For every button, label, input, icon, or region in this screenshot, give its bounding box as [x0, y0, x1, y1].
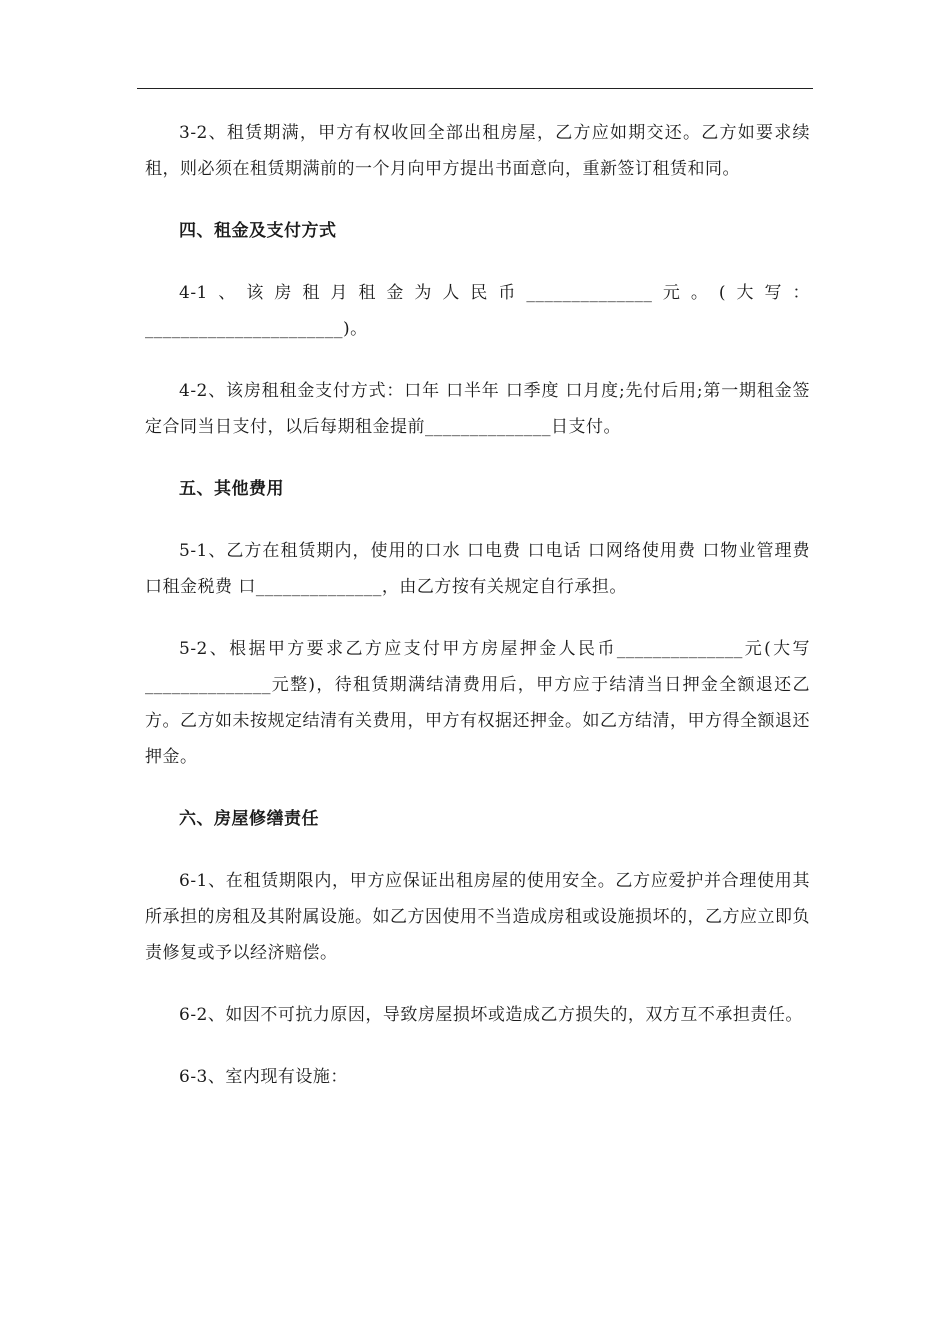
- header-rule: [137, 88, 813, 89]
- clause-3-2: 3-2、租赁期满，甲方有权收回全部出租房屋，乙方应如期交还。乙方如要求续租，则必须在租赁期满前的一个月向甲方提出书面意向，重新签订租赁和同。: [145, 123, 810, 179]
- section-5-heading: 五、其他费用: [179, 479, 284, 499]
- clause-5-1: 5-1、乙方在租赁期内，使用的口水 口电费 口电话 口网络使用费 口物业管理费 口租金税费 口______________，由乙方按有关规定自行承担。: [145, 541, 810, 597]
- clause-4-2: 4-2、该房租租金支付方式：口年 口半年 口季度 口月度;先付后用;第一期租金签定合同当日支付，以后每期租金提前______________日支付。: [145, 381, 810, 437]
- section-4-heading: 四、租金及支付方式: [179, 221, 337, 241]
- clause-6-1: 6-1、在租赁期限内，甲方应保证出租房屋的使用安全。乙方应爱护并合理使用其所承担的房租及其附属设施。如乙方因使用不当造成房租或设施损坏的，乙方应立即负责修复或予以经济赔偿。: [145, 871, 810, 963]
- clause-6-3: 6-3、室内现有设施：: [179, 1067, 348, 1087]
- clause-5-2: 5-2、根据甲方要求乙方应支付甲方房屋押金人民币______________元(大写______________元整)，待租赁期满结清费用后，甲方应于结清当日押金全额退还乙方。乙方如未按规定结清有关费用，甲方有权据还押金。如乙方结清，甲方得全额退还押金。: [145, 639, 810, 767]
- clause-6-2: 6-2、如因不可抗力原因，导致房屋损坏或造成乙方损失的，双方互不承担责任。: [179, 1005, 803, 1025]
- document-body: [145, 115, 810, 1121]
- section-6-heading: 六、房屋修缮责任: [179, 809, 319, 829]
- clause-4-1: 4-1、该房租月租金为人民币______________元。(大写：______________________)。: [145, 283, 810, 339]
